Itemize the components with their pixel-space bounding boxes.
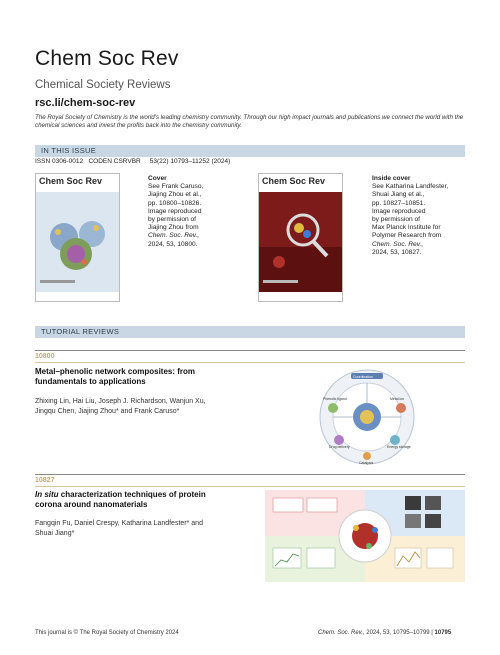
article-authors	[35, 397, 250, 416]
caption-citation-journal: Chem. Soc. Rev.,	[372, 240, 424, 248]
caption-line: by permission of	[148, 216, 197, 224]
caption-line: Jiajing Zhou from	[148, 224, 199, 232]
caption-line: Max Planck Institute for	[372, 224, 441, 232]
journal-title: Chem Soc Rev	[35, 47, 179, 70]
article-title-italic: In situ	[35, 490, 59, 499]
divider	[35, 362, 465, 363]
figure-label: Drug delivery	[329, 445, 350, 449]
article-page-number: 10827	[35, 477, 55, 484]
figure-label: Phenolic ligand	[323, 397, 347, 401]
footer-citation	[318, 630, 451, 636]
caption-line: pp. 10827–10851.	[372, 199, 426, 207]
cover-mini-title: Chem Soc Rev	[39, 176, 103, 186]
cover-artwork	[36, 192, 119, 292]
cover-caption	[148, 175, 243, 249]
divider	[35, 474, 465, 475]
author-line: Fangqin Fu, Daniel Crespy, Katharina Landfester* and	[35, 520, 203, 527]
divider	[35, 350, 465, 351]
article-title-line: corona around nanomaterials	[35, 500, 148, 509]
journal-url[interactable]: rsc.li/chem-soc-rev	[35, 97, 136, 109]
tutorial-reviews-bar: TUTORIAL REVIEWS	[35, 326, 465, 338]
inside-cover-caption	[372, 175, 467, 257]
caption-citation: 2024, 53, 10800.	[148, 240, 198, 248]
author-line: Zhixing Lin, Hai Liu, Joseph J. Richardson, Wanjun Xu,	[35, 398, 206, 405]
journal-subtitle: Chemical Society Reviews	[35, 79, 171, 91]
in-this-issue-bar: IN THIS ISSUE	[35, 145, 465, 157]
article-title-line: characterization techniques of protein	[58, 490, 206, 499]
figure-label: Coordination	[353, 375, 373, 379]
article-title[interactable]	[35, 367, 255, 387]
caption-citation-journal: Chem. Soc. Rev.,	[148, 232, 200, 240]
cover-heading: Inside cover	[372, 175, 411, 182]
caption-citation: 2024, 53, 10827.	[372, 248, 422, 256]
article-title[interactable]	[35, 490, 255, 510]
footer-journal: Chem. Soc. Rev.,	[318, 630, 365, 636]
caption-line: Polymer Research from	[372, 232, 442, 240]
author-line: Jingqu Chen, Jiajing Zhou* and Frank Caruso*	[35, 407, 180, 415]
issn-line: ISSN 0306-0012 CODEN CSRVBR 53(22) 10793–11252 (2024)	[35, 158, 231, 165]
article-graphic-mpn	[315, 368, 420, 466]
figure-label: Metal ion	[390, 397, 405, 401]
journal-intro: The Royal Society of Chemistry is the world's leading chemistry community. Through our high impact journals and publications we connect the world with the chemical sciences and invest the profits back into the chemistry community.	[35, 114, 464, 129]
caption-line: See Katharina Landfester,	[372, 183, 449, 191]
cover-heading: Cover	[148, 175, 167, 182]
article-page-number: 10800	[35, 353, 55, 360]
cover-mini-title: Chem Soc Rev	[262, 176, 326, 186]
caption-line: pp. 10800–10826.	[148, 199, 202, 207]
article-title-line: fundamentals to applications	[35, 377, 146, 386]
figure-label: Catalysis	[359, 461, 374, 465]
article-authors	[35, 519, 250, 538]
caption-line: Image reproduced	[372, 207, 426, 215]
cover-image	[35, 173, 120, 302]
caption-line: by permission of	[372, 216, 421, 224]
caption-line: See Frank Caruso,	[148, 183, 204, 191]
caption-line: Image reproduced	[148, 207, 202, 215]
caption-line: Shuai Jiang et al.,	[372, 191, 425, 199]
footer-copyright: This journal is © The Royal Society of Chemistry 2024	[35, 630, 179, 636]
inside-cover-image	[258, 173, 343, 302]
author-line: Shuai Jiang*	[35, 529, 75, 537]
divider	[35, 486, 465, 487]
inside-cover-artwork	[259, 192, 342, 292]
caption-line: Jiajing Zhou et al.,	[148, 191, 202, 199]
footer-page-number: 10795	[434, 630, 452, 636]
article-title-line: Metal–phenolic network composites: from	[35, 367, 196, 376]
article-graphic-corona	[265, 490, 465, 582]
footer-volume: 2024, 53, 10795–10799 |	[364, 630, 435, 636]
figure-label: Energy storage	[387, 445, 411, 449]
